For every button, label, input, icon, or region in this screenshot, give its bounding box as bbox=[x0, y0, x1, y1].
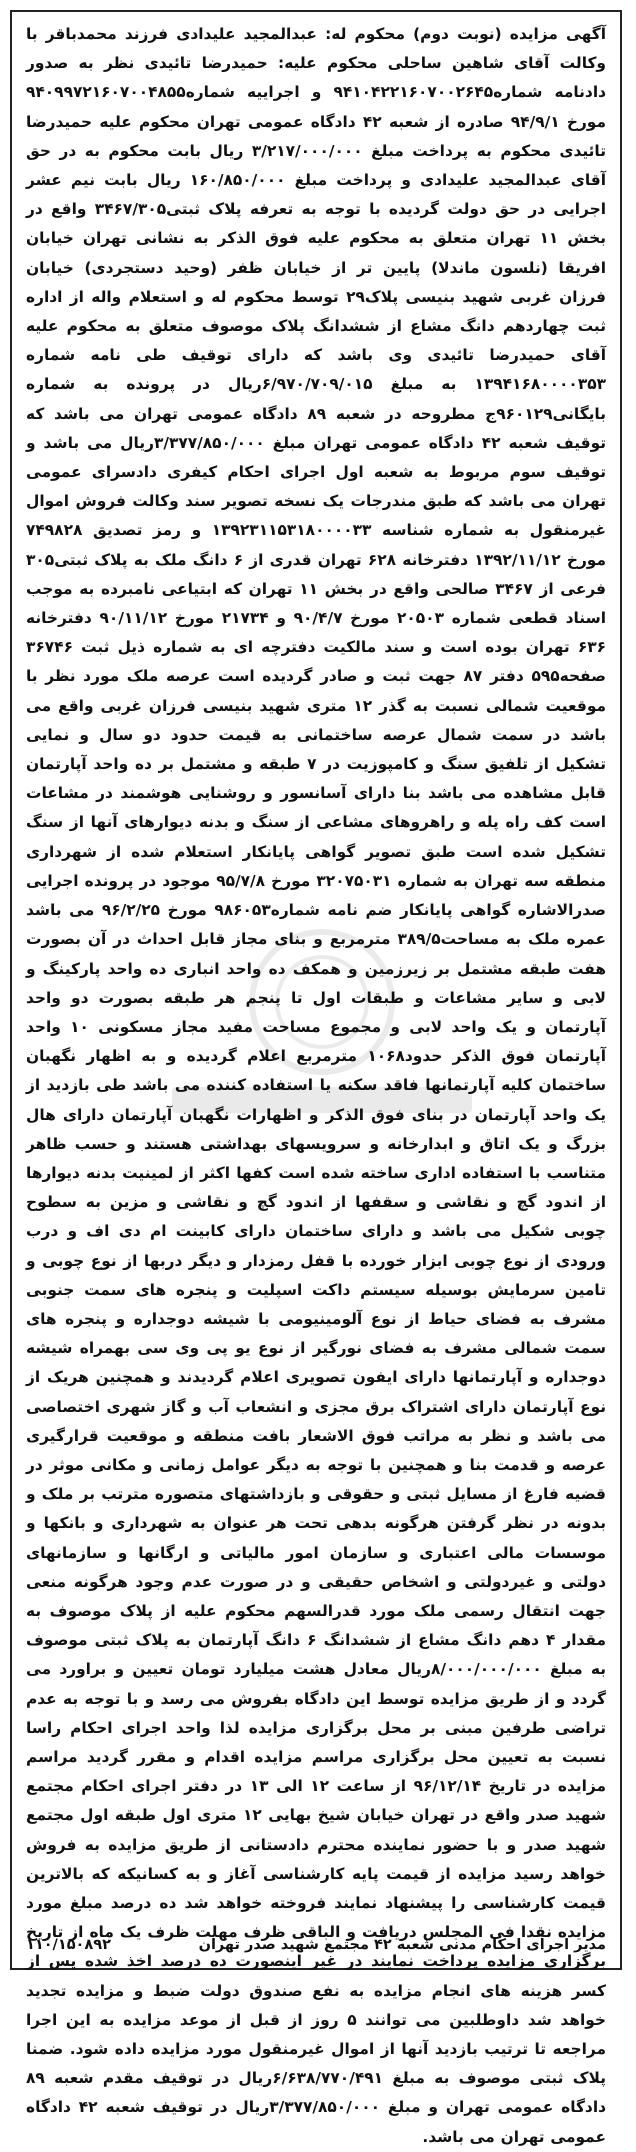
notice-text: محکوم له: عبدالمجید علیدادی فرزند محمدباقر با وکالت آقای شاهین ساحلی محکوم علیه: حمیدرضا تائیدی نظر به صدور دادنامه شماره۹۴۱۰۴۲۲۱۶۰۷۰۰۲۶۴۵ و اجراییه شماره۹۴۰۹۹۷۲۱۶۰۷۰۰۴۸۵۵ مورخ ۹۴/۹/۱ صادره از شعبه ۴۲ دادگاه عمومی تهران محکوم علیه حمیدرضا تائیدی محکوم به پرداخت مبلغ ۳/۲۱۷/۰۰۰/۰۰۰ ریال بابت محکوم به در حق آقای عبدالمجید علیدادی و پرداخت مبلغ ۱۶۰/۸۵۰/۰۰۰ ریال بابت نیم عشر اجرایی در حق دولت گردیده با توجه به تعرفه پلاک ثبتی۳۴۶۷/۳۰۵ واقع در بخش ۱۱ تهران متعلق به محکوم علیه فوق الذکر به نشانی تهران خیابان افریقا (نلسون ماندلا) پایین تر از خیابان ظفر (وحید دستجردی) خیابان فرزان غربی شهید بنیسی پلاک۲۹ توسط محکوم له و استعلام واله از اداره ثبت چهاردهم دانگ مشاع از ششدانگ پلاک موصوف متعلق به محکوم علیه آقای حمیدرضا تائیدی وی باشد که دارای توقیف طی نامه شماره ۱۳۹۴۱۶۸۰۰۰۰۳۵۳ به مبلغ ۶/۹۷۰/۷۰۹/۰۱۵ریال در پرونده به شماره بایگانی۹۶۰۱۲۹ج مطروحه در شعبه ۸۹ دادگاه عمومی تهران می باشد که توقیف شعبه ۴۲ دادگاه عمومی تهران مبلغ ۳/۳۷۷/۸۵۰/۰۰۰ریال می باشد و توقیف سوم مربوط به شعبه اول اجرای احکام کیفری دادسرای عمومی تهران می باشد که طبق مندرجات یک نسخه تصویر سند وکالت فروش اموال غیرمنقول به شماره شناسه ۱۳۹۲۳۱۱۵۳۱۸۰۰۰۰۳۳ و رمز تصدیق ۷۴۹۸۲۸ مورخ ۱۳۹۲/۱۱/۱۲ دفترخانه ۶۲۸ تهران قدری از ۶ دانگ ملک به پلاک ثبتی۳۰۵ فرعی از ۳۴۶۷ صالحی واقع در بخش ۱۱ تهران که ابتیاعی نامبرده به موجب اسناد قطعی شماره ۲۰۵۰۳ مورخ ۹۰/۴/۷ و ۲۱۷۳۴ مورخ ۹۰/۱۱/۱۲ دفترخانه ۶۳۶ تهران بوده است و سند مالکیت دفترچه ای به شماره ذیل ثبت ۳۶۷۴۶ صفحه۵۹۵ دفتر ۸۷ جهت ثبت و صادر گردیده است عرصه ملک مورد نظر با موقعیت شمالی نسبت به گذر ۱۲ متری شهید بنیسی فرزان غربی واقع می باشد در سمت شمال عرصه ساختمانی به قیمت حدود دو سال و نمایی تشکیل از تلفیق سنگ و کامپوزیت در ۷ طبقه و مشتمل بر ده واحد آپارتمان قابل مشاهده می باشد بنا دارای آسانسور و روشنایی هوشمند در مشاعات است کف راه پله و راهروهای مشاعی از سنگ و بدنه دیوارهای آنها از سنگ تشکیل شده است طبق تصویر گواهی پایانکار استعلام شده از شهرداری منطقه سه تهران به شماره ۳۲۰۷۵۰۳۱ مورخ ۹۵/۷/۸ موجود در پرونده اجرایی صدرالاشاره گواهی پایانکار ضم نامه شماره۹۸۶۰۵۳ مورخ ۹۶/۲/۲۵ می باشد عمره ملک به مساحت۳۸۹/۵ مترمربع و بنای مجاز قابل احداث در آن بصورت هفت طبقه مشتمل بر زیرزمین و همکف ده واحد انباری ده واحد پارکینگ و لابی و سایر مشاعات و طبقات اول تا پنجم هر طبقه بصورت دو واحد آپارتمان و یک واحد لابی و مجموع مساحت مفید مجاز مسکونی ۱۰ واحد آپارتمان فوق الذکر حدود۱۰۶۸ مترمربع اعلام گردیده و به اظهار نگهبان ساختمان کلیه آپارتمانها فاقد سکنه یا استفاده کننده می باشد طی بازدید از یک واحد آپارتمان در بنای فوق الذکر و اظهارات نگهبان آپارتمان دارای هال بزرگ و یک اتاق و ابدارخانه و سرویسهای بهداشتی هستند و حسب ظاهر متناسب با استفاده اداری ساخته شده است کفها اکثر از لمینیت بدنه دیوارها از اندود گچ و نقاشی و سقفها از اندود گچ و نقاشی و مزین به سطوح چوبی شکیل می باشد و دارای ساختمان دارای کابینت ام دی اف و درب ورودی از نوع چوبی ابزار خورده با قفل رمزدار و دیگر دربها از نوع چوبی و تامین سرمایش بوسیله سیستم داکت اسپلیت و پنجره های سمت جنوبی مشرف به فضای حیاط از نوع آلومینیومی با شیشه دوجداره و پنجره های سمت شمالی مشرف به فضای نورگیر از نوع یو پی وی سی بهمراه شیشه دوجداره و آپارتمانها دارای ایفون تصویری اعلام گردیدند و همچنین هریک از نوع آپارتمان دارای اشتراک برق مجزی و انشعاب آب و گاز شهری اختصاصی می باشد و نظر به مراتب فوق الاشعار بافت منطقه و موقعیت قرارگیری عرصه و قدمت بنا و همچنین با توجه به دیگر عوامل زمانی و مکانی موثر در قضیه فارغ از مسایل ثبتی و حقوقی و بازداشتهای متصوره مترتب بر ملک و بدونه در نظر گرفتن هرگونه بدهی تحت هر عنوان به شهرداری و بانکها و موسسات مالی اعتباری و سازمان امور مالیاتی و ارگانها و سازمانهای دولتی و غیردولتی و اشخاص حقیقی و در صورت عدم وجود هرگونه منعی جهت انتقال رسمی ملک مورد قدرالسهم محکوم علیه از پلاک موصوف به مقدار ۴ دهم دانگ مشاع از ششدانگ ۶ دانگ آپارتمان به پلاک ثبتی موصوف به مبلغ ۸/۰۰۰/۰۰۰/۰۰۰ریال معادل هشت میلیارد تومان تعیین و براورد می گردد و از طریق مزایده توسط این دادگاه بفروش می رسد و با توجه به عدم تراضی طرفین مبنی بر محل برگزاری مزایده لذا واحد اجرای احکام راسا نسبت به تعیین محل برگزاری مراسم مزایده اقدام و مقرر گردید مراسم مزایده در تاریخ ۹۶/۱۲/۱۴ از ساعت ۱۲ الی ۱۳ در دفتر اجرای احکام مجتمع شهید صدر واقع در تهران خیابان شیخ بهایی ۱۲ متری اول طبقه اول مجتمع شهید صدر و با حضور نماینده محترم دادستانی از طریق مزایده به فروش خواهد رسید مزایده از قیمت پایه کارشناسی آغاز و به کسانیکه که بالاترین قیمت کارشناسی را پیشنهاد نمایند فروخته خواهد شد ده درصد مبلغ مورد مزایده نقدا فی المجلس دریافت و الباقی ظرف مهلت ظرف یک ماه از تاریخ برگزاری مزایده پرداخت نمایند در غیر اینصورت ده درصد اخذ شده پس از کسر هزینه های انجام مزایده به نفع صندوق دولت ضبط و مزایده تجدید خواهد شد داوطلبین می توانند ۵ روز از قبل از موعد مزایده به این اجرا مراجعه تا ترتیب بازدید آنها از اموال غیرمنقول مورد مزایده داده شود. ضمنا پلاک ثبتی موصوف به مبلغ ۶/۶۳۸/۷۷۰/۴۹۱ریال در توقیف مقدم شعبه ۸۹ دادگاه عمومی تهران و مبلغ ۳/۳۷۷/۸۵۰/۰۰۰ریال در توقیف شعبه ۴۲ دادگاه عمومی تهران می باشد. bbox=[26, 25, 607, 2146]
auction-notice bbox=[10, 10, 622, 2146]
footer-signature: مدیر اجرای احکام مدنی شعبه ۴۲ مجتمع شهید صدر تهران bbox=[198, 1937, 606, 1953]
footer-code: ۱۱۰/۱۵۰۸۹۲ bbox=[26, 1937, 111, 1953]
notice-footer bbox=[26, 1930, 606, 1960]
notice-heading: آگهی مزایده (نوبت دوم) bbox=[405, 25, 606, 43]
